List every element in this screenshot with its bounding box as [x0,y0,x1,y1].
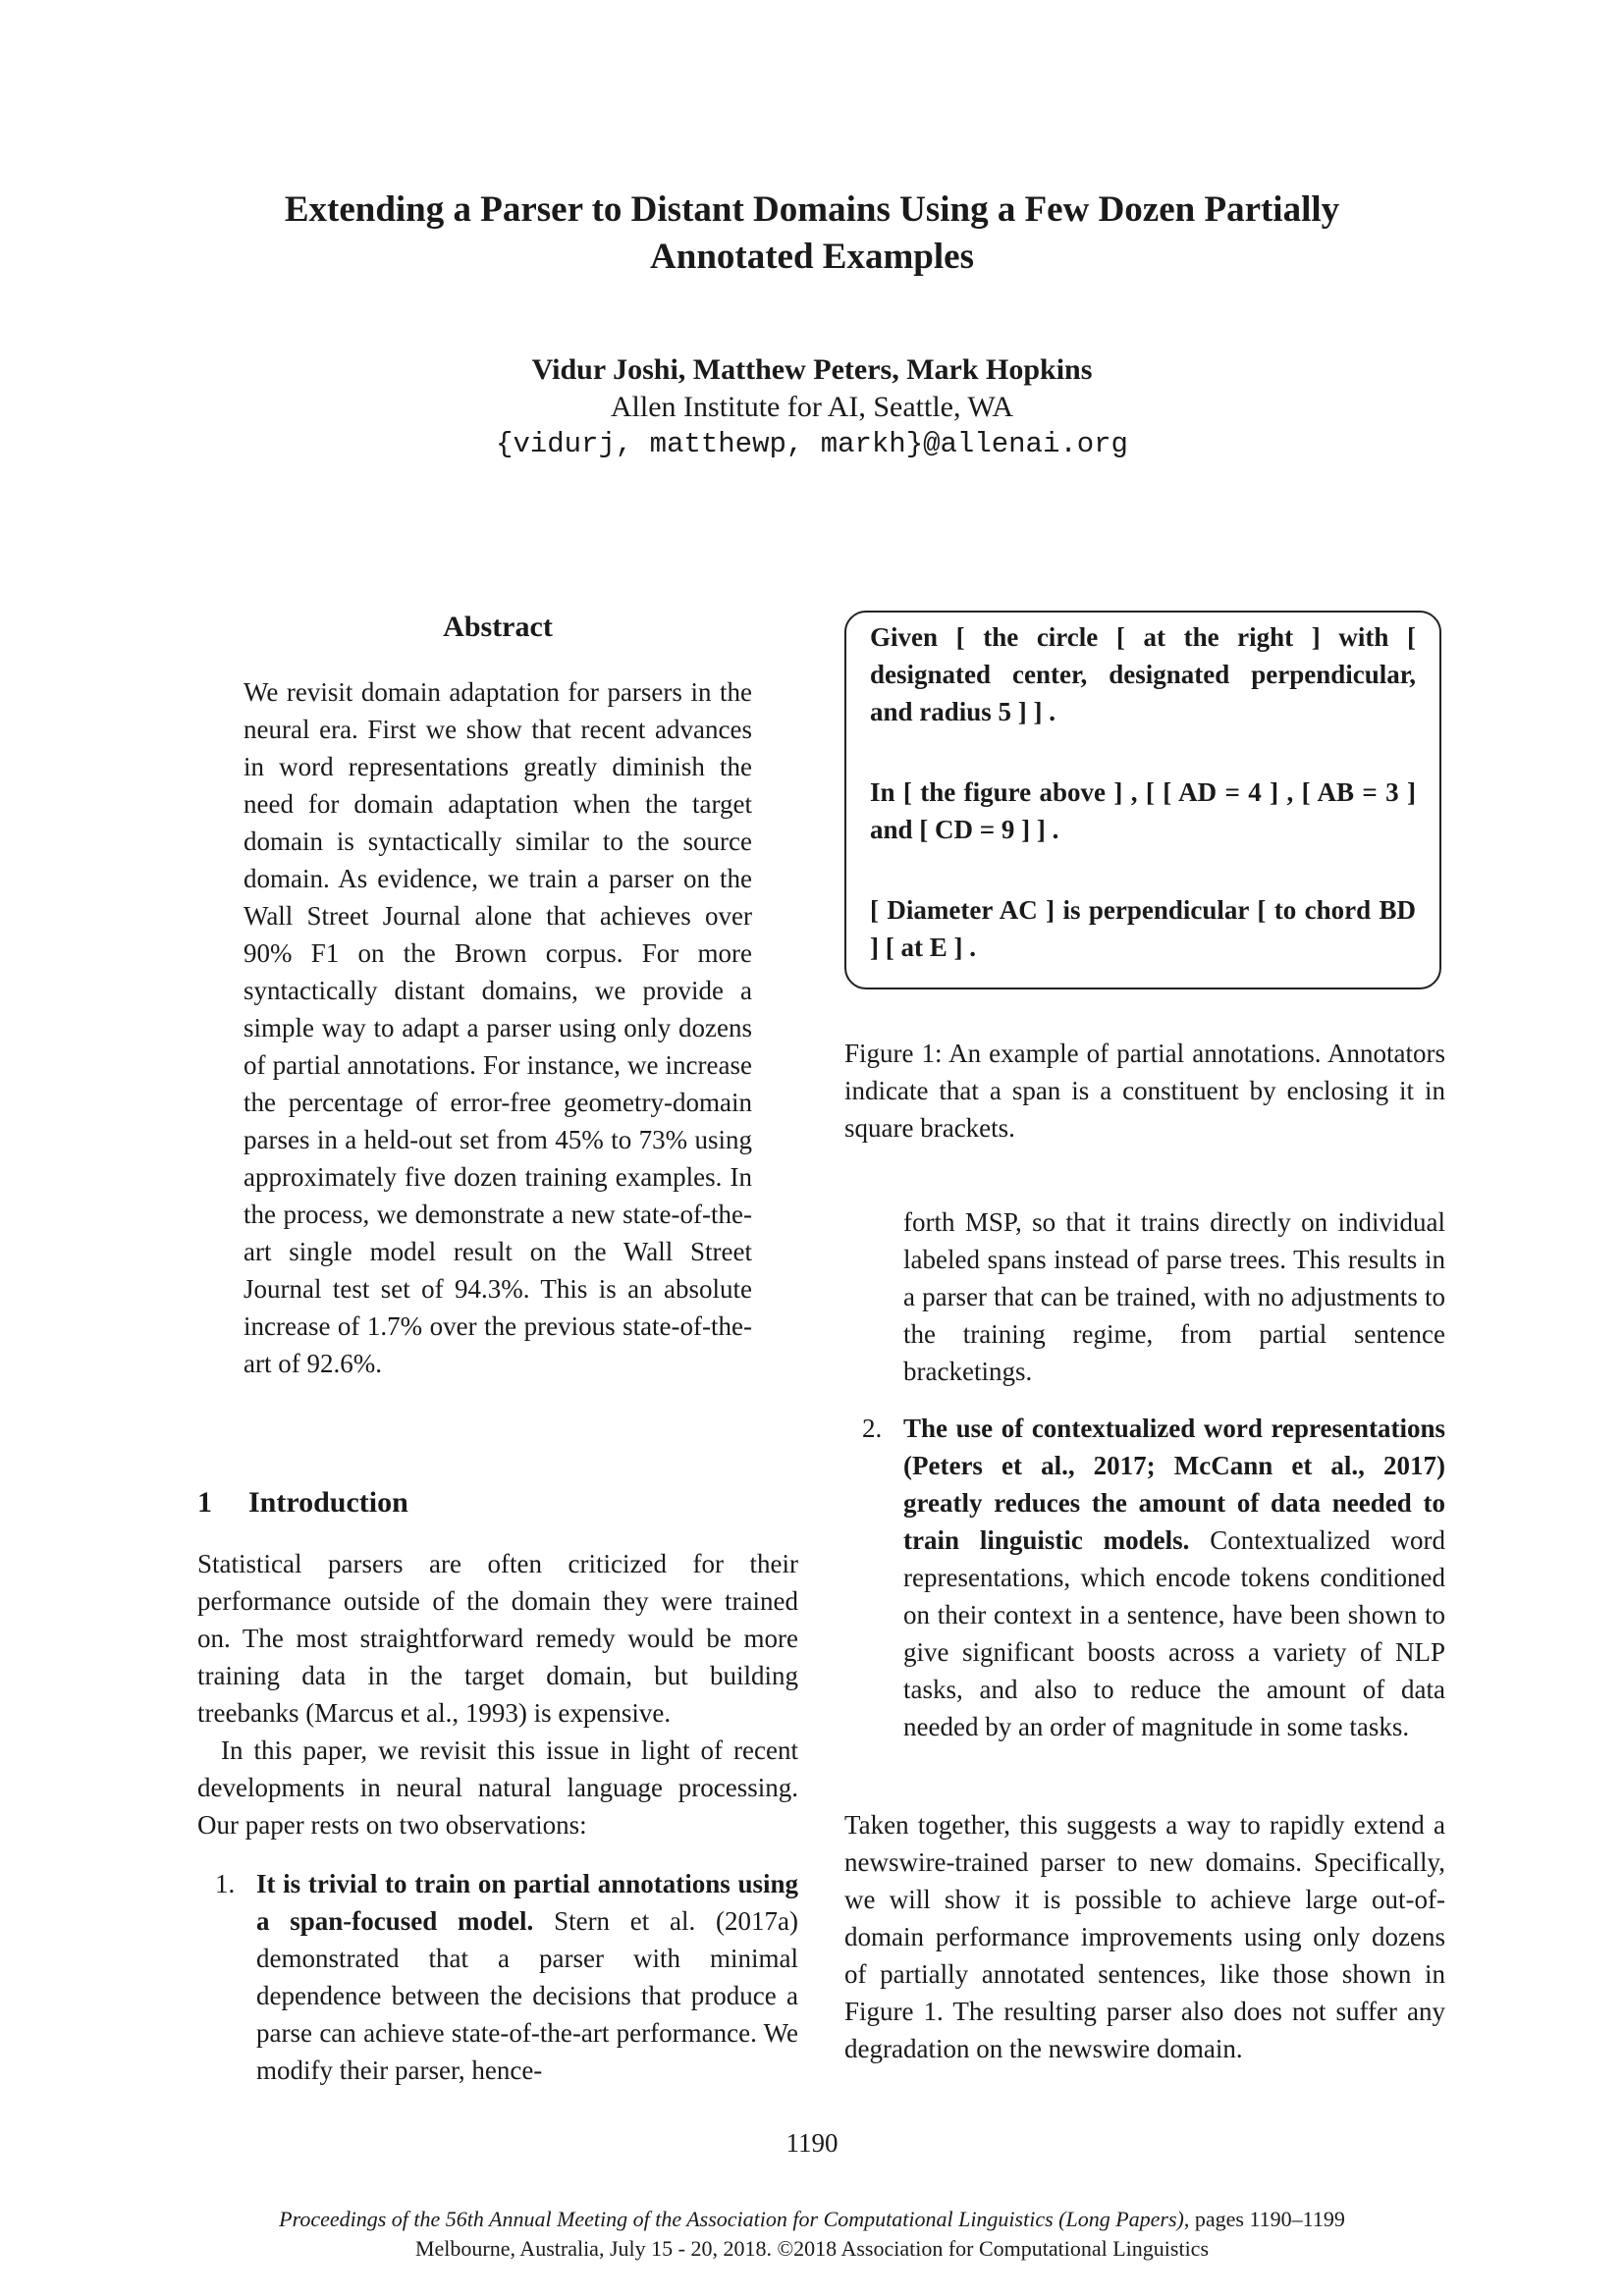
list-item-1-bold: It is trivial to train on partial annotations using a span-focused model. [256,1869,798,1936]
intro-paragraph-3: Taken together, this suggests a way to rapidly extend a newswire-trained parser to new domains. Specifically, we will show it is possible to achieve large out-of-domain performance improvements using only dozens of partially annotated sentences, like those shown in Figure 1. The resulting parser also does not suffer any degradation on the newswire domain. [844,1810,1445,2063]
paper-title [0,187,1624,281]
title-line-1: Extending a Parser to Distant Domains Using a Few Dozen Partially [284,189,1340,230]
figure-1-line-2: In [ the figure above ] , [ [ AD = 4 ] , [ AB = 3 ] and [ CD = 9 ] ] . [870,777,1416,844]
footer-pages: , pages 1190–1199 [1183,2207,1345,2231]
author-block [0,351,1624,463]
figure-1-line-1: Given [ the circle [ at the right ] with [ designated center, designated perpendicular, and radius 5 ] ] . [870,622,1416,726]
list-item-2-text: Contextualized word representations, which encode tokens conditioned on their context in a sentence, have been shown to give significant boosts across a variety of NLP tasks, and also to reduce the amount of data needed by an order of magnitude in some tasks. [903,1525,1445,1741]
figure-1-line-3: [ Diameter AC ] is perpendicular [ to chord BD ] [ at E ] . [870,895,1416,962]
figure-1-box [844,611,1441,989]
figure-1-caption: Figure 1: An example of partial annotations. Annotators indicate that a span is a constituent by enclosing it in square brackets. [844,1039,1445,1143]
footer-line-2: Melbourne, Australia, July 15 - 20, 2018. ©2018 Association for Computational Linguistics [414,2236,1210,2261]
section-title: Introduction [248,1486,408,1519]
section-number: 1 [197,1486,212,1519]
list-item-1-continued: forth MSP, so that it trains directly on individual labeled spans instead of parse trees. This results in a parser that can be trained, with no adjustments to the training regime, from partial sentence bracketings. [903,1207,1445,1386]
author-email: {vidurj, matthewp, markh}@allenai.org [496,428,1128,460]
title-line-2: Annotated Examples [650,237,974,277]
author-affiliation: Allen Institute for AI, Seattle, WA [610,391,1014,423]
footer-line-1 [0,2205,1624,2234]
list-item-1-text: Stern et al. (2017a) demonstrated that a parser with minimal dependence between the decisions that produce a parse can achieve state-of-the-art performance. We modify their parser, hence- [256,1906,799,2085]
list-item-1 [197,1865,798,2089]
list-marker-2: 2. [862,1414,883,1443]
list-item-2-bold: The use of contextualized word representations (Peters et al., 2017; McCann et al., 2017) greatly reduces the amount of data needed to train linguistic models. [903,1414,1445,1555]
list-marker-1: 1. [215,1869,236,1898]
abstract-text: We revisit domain adaptation for parsers in the neural era. First we show that recent advances in word representations greatly diminish the need for domain adaptation when the target domain is syntactically similar to the source domain. As evidence, we train a parser on the Wall Street Journal alone that achieves over 90% F1 on the Brown corpus. For more syntactically distant domains, we provide a simple way to adapt a parser using only dozens of partial annotations. For instance, we increase the percentage of error-free geometry-domain parses in a held-out set from 45% to 73% using approximately five dozen training examples. In the process, we demonstrate a new state-of-the-art single model result on the Wall Street Journal test set of 94.3%. This is an absolute increase of 1.7% over the previous state-of-the-art of 92.6%. [244,677,752,1378]
abstract-heading: Abstract [443,611,553,643]
list-item-2-body [844,1410,1445,1745]
proceedings-footer [0,2205,1624,2264]
list-item-2 [844,1410,1445,1745]
page-number: 1190 [785,2128,839,2158]
intro-paragraph-1: Statistical parsers are often criticized for their performance outside of the domain they were trained on. The most straightforward remedy would be more training data in the target domain, but building treebanks (Marcus et al., 1993) is expensive. [197,1549,798,1728]
author-names: Vidur Joshi, Matthew Peters, Mark Hopkins [531,353,1093,386]
intro-left-column [197,1545,798,2089]
footer-venue: Proceedings of the 56th Annual Meeting of the Association for Computational Linguistics (Long Papers) [279,2207,1184,2231]
section-heading [197,1486,408,1520]
intro-paragraph-2: In this paper, we revisit this issue in light of recent developments in neural natural language processing. Our paper rests on two observations: [197,1735,798,1840]
